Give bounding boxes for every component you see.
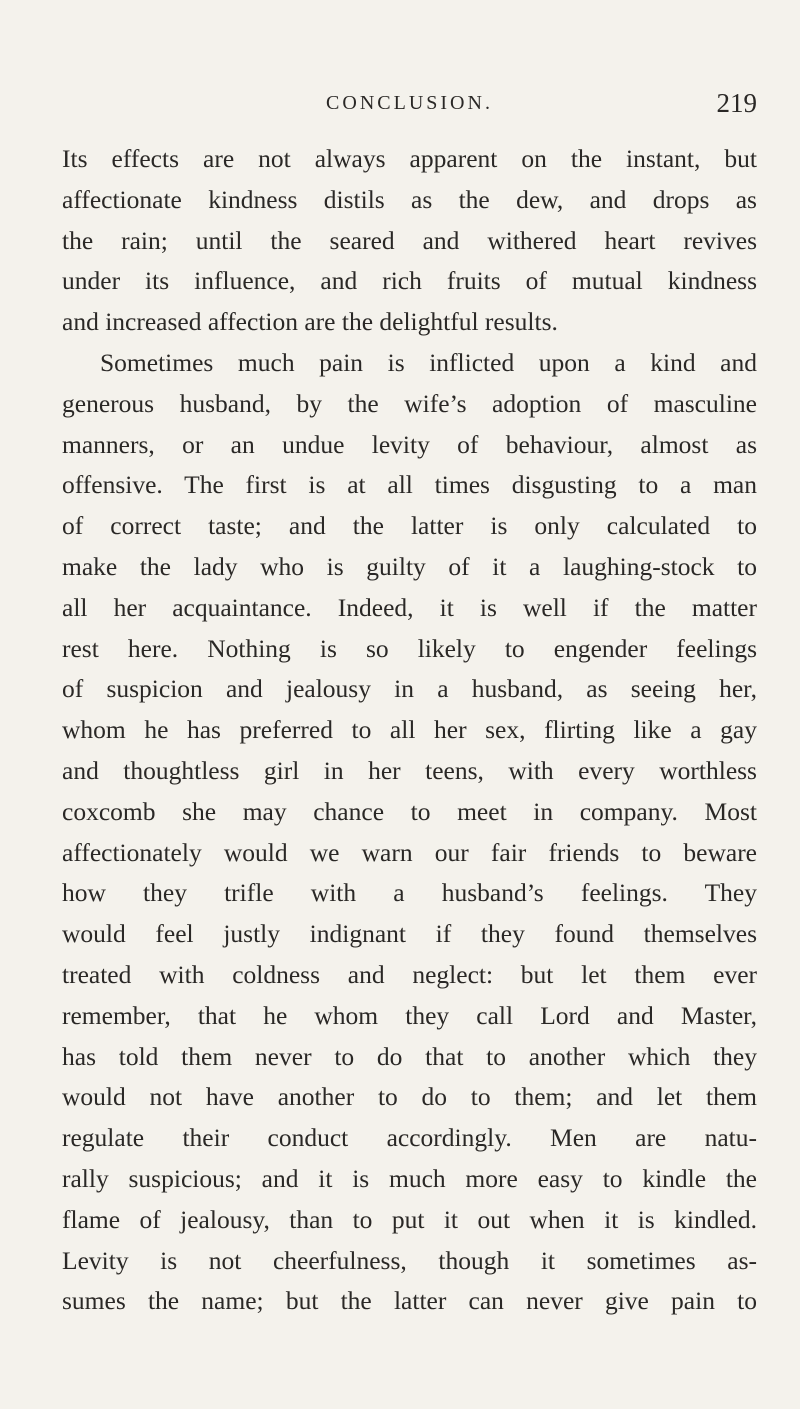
text-line: make the lady who is guilty of it a laughing-stock to	[62, 551, 757, 581]
text-line: rally suspicious; and it is much more easy to kindle the	[62, 1163, 757, 1193]
text-line: offensive. The first is at all times disgusting to a man	[62, 470, 757, 500]
page-number: 219	[716, 88, 757, 118]
text-line: remember, that he whom they call Lord and Master,	[62, 1000, 757, 1030]
text-line: Sometimes much pain is inflicted upon a kind and	[100, 347, 757, 377]
text-line: treated with coldness and neglect: but let them ever	[62, 959, 757, 989]
text-line: coxcomb she may chance to meet in company. Most	[62, 796, 757, 826]
text-line: and thoughtless girl in her teens, with every worthless	[62, 755, 757, 785]
text-line: Levity is not cheerfulness, though it sometimes as-	[62, 1245, 757, 1275]
paragraph-2	[62, 343, 757, 1322]
text-line: of correct taste; and the latter is only calculated to	[62, 511, 757, 541]
text-line: under its influence, and rich fruits of mutual kindness	[62, 266, 757, 296]
text-line: manners, or an undue levity of behaviour, almost as	[62, 429, 757, 459]
text-line: flame of jealousy, than to put it out when it is kindled.	[62, 1204, 757, 1234]
body-text	[62, 139, 757, 1322]
text-line: sumes the name; but the latter can never give pain to	[62, 1286, 757, 1316]
text-line: would not have another to do to them; and let them	[62, 1082, 757, 1112]
text-line: and increased affection are the delightful results.	[62, 307, 558, 337]
text-line: the rain; until the seared and withered heart revives	[62, 225, 757, 255]
text-line: how they trifle with a husband’s feelings. They	[62, 878, 757, 908]
running-head	[62, 88, 757, 128]
text-line: rest here. Nothing is so likely to engender feelings	[62, 633, 757, 663]
text-line: regulate their conduct accordingly. Men are natu-	[62, 1123, 757, 1153]
paragraph-1	[62, 139, 757, 343]
text-line: has told them never to do that to another which they	[62, 1041, 757, 1071]
text-line: whom he has preferred to all her sex, flirting like a gay	[62, 715, 757, 745]
text-line: all her acquaintance. Indeed, it is well if the matter	[62, 592, 757, 622]
running-head-title: CONCLUSION.	[326, 92, 493, 114]
text-line: would feel justly indignant if they found themselves	[62, 919, 757, 949]
text-line: generous husband, by the wife’s adoption of masculine	[62, 388, 757, 418]
text-line: affectionate kindness distils as the dew, and drops as	[62, 184, 757, 214]
text-line: of suspicion and jealousy in a husband, as seeing her,	[62, 674, 757, 704]
text-line: Its effects are not always apparent on the instant, but	[62, 144, 757, 173]
text-line: affectionately would we warn our fair friends to beware	[62, 837, 757, 867]
